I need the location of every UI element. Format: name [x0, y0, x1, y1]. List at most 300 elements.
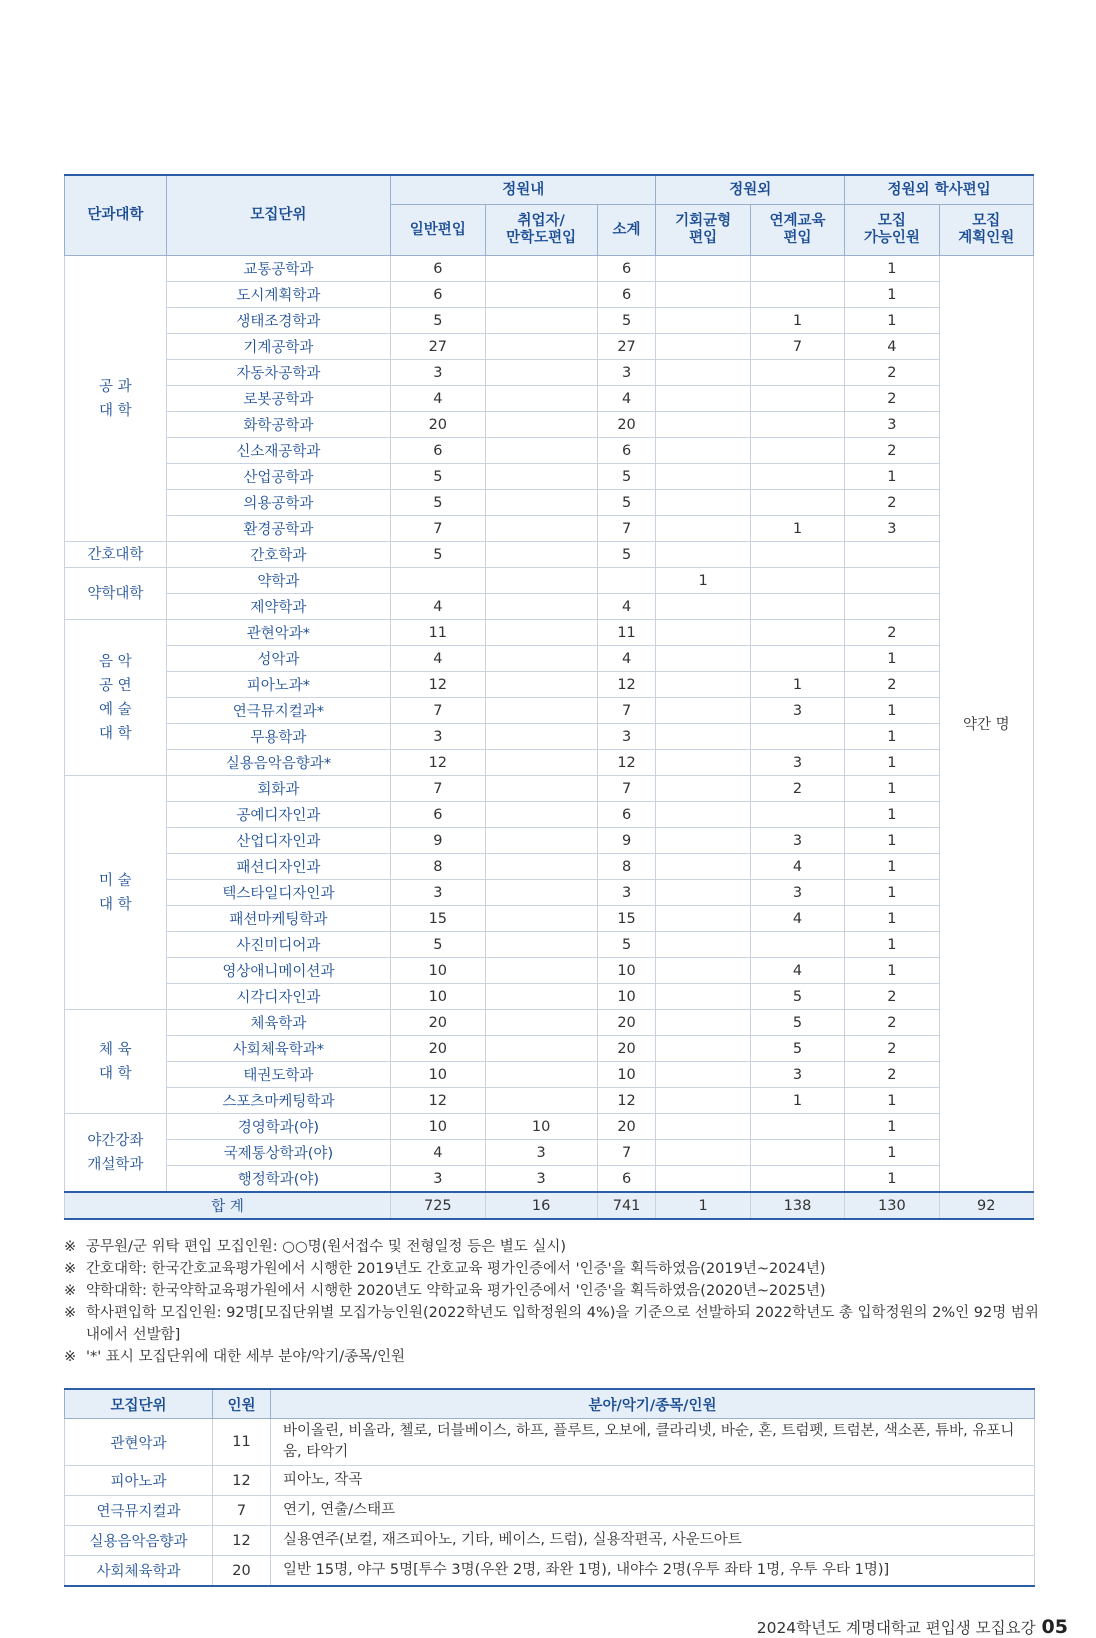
detail-row [65, 1556, 1035, 1587]
unit-cell: 의용공학과 [166, 490, 390, 516]
total-g-cell: 725 [391, 1192, 485, 1219]
subtotal-cell: 5 [597, 932, 656, 958]
college-cell: 약학대학 [65, 568, 167, 620]
subtotal-cell: 5 [597, 308, 656, 334]
subtotal-cell: 7 [597, 516, 656, 542]
subtotal-cell: 20 [597, 1036, 656, 1062]
general-cell: 7 [391, 516, 485, 542]
general-cell: 10 [391, 1114, 485, 1140]
unit-cell: 패션디자인과 [166, 854, 390, 880]
table-row [65, 1166, 1034, 1193]
subtotal-cell: 3 [597, 724, 656, 750]
subtotal-cell: 12 [597, 1088, 656, 1114]
employed-cell [485, 906, 597, 932]
linked-education-cell [750, 256, 844, 282]
general-cell: 6 [391, 438, 485, 464]
general-cell: 3 [391, 724, 485, 750]
linked-education-cell [750, 620, 844, 646]
unit-cell: 산업공학과 [166, 464, 390, 490]
employed-cell [485, 750, 597, 776]
employed-cell [485, 984, 597, 1010]
possible-count-cell: 1 [845, 880, 939, 906]
note-item: ※ '*' 표시 모집단위에 대한 세부 분야/악기/종목/인원 [64, 1349, 406, 1365]
linked-education-cell: 4 [750, 906, 844, 932]
employed-cell [485, 880, 597, 906]
equal-opportunity-cell [656, 1166, 750, 1193]
equal-opportunity-cell [656, 724, 750, 750]
general-cell: 3 [391, 1166, 485, 1193]
detail-unit-cell: 사회체육학과 [65, 1556, 213, 1587]
table-row [65, 282, 1034, 308]
college-cell: 체 육 대 학 [65, 1010, 167, 1114]
table-row [65, 932, 1034, 958]
unit-cell: 사진미디어과 [166, 932, 390, 958]
table-row [65, 334, 1034, 360]
linked-education-cell [750, 802, 844, 828]
header-equal-opportunity: 기회균형 편입 [656, 205, 750, 256]
detail-count-cell: 12 [213, 1466, 271, 1496]
college-cell: 간호대학 [65, 542, 167, 568]
subtotal-cell: 20 [597, 1114, 656, 1140]
subtotal-cell: 3 [597, 880, 656, 906]
linked-education-cell: 5 [750, 1036, 844, 1062]
possible-count-cell: 1 [845, 776, 939, 802]
equal-opportunity-cell [656, 672, 750, 698]
unit-cell: 생태조경학과 [166, 308, 390, 334]
table-row [65, 854, 1034, 880]
unit-cell: 환경공학과 [166, 516, 390, 542]
table-row [65, 568, 1034, 594]
possible-count-cell: 1 [845, 932, 939, 958]
subtotal-cell [597, 568, 656, 594]
detail-unit-cell: 실용음악음향과 [65, 1526, 213, 1556]
subtotal-cell: 15 [597, 906, 656, 932]
notes [64, 1236, 1044, 1368]
table-row [65, 750, 1034, 776]
detail-text-cell: 연기, 연출/스태프 [271, 1496, 1035, 1526]
general-cell: 10 [391, 1062, 485, 1088]
subtotal-cell: 20 [597, 1010, 656, 1036]
subtotal-cell: 6 [597, 438, 656, 464]
general-cell: 6 [391, 802, 485, 828]
subtotal-cell: 3 [597, 360, 656, 386]
general-cell: 4 [391, 386, 485, 412]
employed-cell [485, 568, 597, 594]
unit-cell: 간호학과 [166, 542, 390, 568]
possible-count-cell: 2 [845, 386, 939, 412]
equal-opportunity-cell [656, 1036, 750, 1062]
table-row [65, 1010, 1034, 1036]
subtotal-cell: 6 [597, 256, 656, 282]
table-row [65, 880, 1034, 906]
detail-unit-cell: 관현악과 [65, 1419, 213, 1466]
employed-cell [485, 1088, 597, 1114]
linked-education-cell [750, 360, 844, 386]
subtotal-cell: 10 [597, 1062, 656, 1088]
unit-cell: 로봇공학과 [166, 386, 390, 412]
equal-opportunity-cell [656, 906, 750, 932]
unit-cell: 경영학과(야) [166, 1114, 390, 1140]
possible-count-cell: 4 [845, 334, 939, 360]
employed-cell: 3 [485, 1166, 597, 1193]
employed-cell [485, 282, 597, 308]
unit-cell: 피아노과* [166, 672, 390, 698]
employed-cell [485, 490, 597, 516]
possible-count-cell: 1 [845, 1114, 939, 1140]
possible-count-cell: 1 [845, 906, 939, 932]
table-row [65, 1062, 1034, 1088]
subtotal-cell: 4 [597, 386, 656, 412]
unit-cell: 기계공학과 [166, 334, 390, 360]
equal-opportunity-cell [656, 464, 750, 490]
equal-opportunity-cell [656, 620, 750, 646]
header-linked-education: 연계교육 편입 [750, 205, 844, 256]
college-cell: 음 악 공 연 예 술 대 학 [65, 620, 167, 776]
unit-cell: 실용음악음향과* [166, 750, 390, 776]
general-cell: 6 [391, 282, 485, 308]
equal-opportunity-cell [656, 542, 750, 568]
equal-opportunity-cell [656, 776, 750, 802]
note-item: ※ 간호대학: 한국간호교육평가원에서 시행한 2019년도 간호교육 평가인증에서 '인증'을 획득하였음(2019년~2024년) [64, 1261, 826, 1277]
detail-text-cell: 일반 15명, 야구 5명[투수 3명(우완 2명, 좌완 1명), 내야수 2명(우투 좌타 1명, 우투 우타 1명)] [271, 1556, 1035, 1587]
header-employed: 취업자/ 만학도편입 [485, 205, 597, 256]
equal-opportunity-cell [656, 1010, 750, 1036]
possible-count-cell: 1 [845, 724, 939, 750]
equal-opportunity-cell [656, 360, 750, 386]
equal-opportunity-cell [656, 438, 750, 464]
linked-education-cell: 5 [750, 1010, 844, 1036]
general-cell: 4 [391, 646, 485, 672]
unit-cell: 연극뮤지컬과* [166, 698, 390, 724]
possible-count-cell [845, 594, 939, 620]
college-cell: 미 술 대 학 [65, 776, 167, 1010]
possible-count-cell: 1 [845, 1166, 939, 1193]
linked-education-cell [750, 646, 844, 672]
detail-count-cell: 20 [213, 1556, 271, 1587]
note-item: ※ 학사편입학 모집인원: 92명[모집단위별 모집가능인원(2022학년도 입학정원의 4%)을 기준으로 선발하되 2022학년도 총 입학정원의 2%인 92명 범위 내에서 선발함] [64, 1305, 1039, 1343]
equal-opportunity-cell: 1 [656, 568, 750, 594]
general-cell: 5 [391, 464, 485, 490]
general-cell: 7 [391, 776, 485, 802]
linked-education-cell [750, 1140, 844, 1166]
general-cell: 6 [391, 256, 485, 282]
possible-count-cell: 2 [845, 360, 939, 386]
general-cell: 7 [391, 698, 485, 724]
subtotal-cell: 7 [597, 698, 656, 724]
table-row [65, 1114, 1034, 1140]
total-row [65, 1192, 1034, 1219]
subtotal-cell: 12 [597, 672, 656, 698]
linked-education-cell [750, 412, 844, 438]
employed-cell [485, 672, 597, 698]
table-row [65, 412, 1034, 438]
employed-cell [485, 698, 597, 724]
unit-cell: 자동차공학과 [166, 360, 390, 386]
unit-cell: 스포츠마케팅학과 [166, 1088, 390, 1114]
subtotal-cell: 6 [597, 282, 656, 308]
possible-count-cell: 1 [845, 1140, 939, 1166]
total-s-cell: 741 [597, 1192, 656, 1219]
possible-count-cell: 1 [845, 646, 939, 672]
general-cell: 4 [391, 594, 485, 620]
total-p-cell: 130 [845, 1192, 939, 1219]
linked-education-cell [750, 724, 844, 750]
equal-opportunity-cell [656, 1114, 750, 1140]
general-cell: 8 [391, 854, 485, 880]
detail-header-count: 인원 [213, 1389, 271, 1419]
linked-education-cell: 3 [750, 828, 844, 854]
detail-unit-cell: 피아노과 [65, 1466, 213, 1496]
total-plan-cell: 92 [939, 1192, 1033, 1219]
subtotal-cell: 5 [597, 542, 656, 568]
subtotal-cell: 8 [597, 854, 656, 880]
unit-cell: 산업디자인과 [166, 828, 390, 854]
college-cell: 야간강좌 개설학과 [65, 1114, 167, 1193]
unit-cell: 도시계획학과 [166, 282, 390, 308]
header-group-inside: 정원내 [391, 175, 656, 205]
subtotal-cell: 10 [597, 958, 656, 984]
table-row [65, 672, 1034, 698]
equal-opportunity-cell [656, 932, 750, 958]
employed-cell [485, 1062, 597, 1088]
possible-count-cell: 2 [845, 490, 939, 516]
linked-education-cell: 1 [750, 516, 844, 542]
equal-opportunity-cell [656, 308, 750, 334]
table-row [65, 1140, 1034, 1166]
employed-cell [485, 958, 597, 984]
equal-opportunity-cell [656, 412, 750, 438]
employed-cell [485, 776, 597, 802]
table-row [65, 516, 1034, 542]
subtotal-cell: 27 [597, 334, 656, 360]
header-planned-count: 모집 계획인원 [939, 205, 1033, 256]
general-cell: 12 [391, 672, 485, 698]
detail-row [65, 1496, 1035, 1526]
table-row [65, 698, 1034, 724]
table-row [65, 542, 1034, 568]
linked-education-cell [750, 932, 844, 958]
employed-cell [485, 412, 597, 438]
employed-cell [485, 438, 597, 464]
recruitment-table [64, 174, 1034, 1220]
equal-opportunity-cell [656, 698, 750, 724]
employed-cell [485, 646, 597, 672]
employed-cell [485, 516, 597, 542]
subtotal-cell: 6 [597, 1166, 656, 1193]
table-row [65, 1088, 1034, 1114]
unit-cell: 제약학과 [166, 594, 390, 620]
possible-count-cell: 1 [845, 308, 939, 334]
subtotal-cell: 10 [597, 984, 656, 1010]
general-cell: 11 [391, 620, 485, 646]
possible-count-cell: 1 [845, 854, 939, 880]
possible-count-cell: 2 [845, 1010, 939, 1036]
subtotal-cell: 6 [597, 802, 656, 828]
linked-education-cell: 3 [750, 698, 844, 724]
unit-cell: 사회체육학과* [166, 1036, 390, 1062]
header-possible-count: 모집 가능인원 [845, 205, 939, 256]
general-cell: 10 [391, 958, 485, 984]
possible-count-cell: 2 [845, 438, 939, 464]
table-row [65, 360, 1034, 386]
linked-education-cell: 1 [750, 1088, 844, 1114]
linked-education-cell [750, 1114, 844, 1140]
general-cell: 3 [391, 360, 485, 386]
possible-count-cell: 1 [845, 464, 939, 490]
employed-cell [485, 1036, 597, 1062]
general-cell [391, 568, 485, 594]
header-subtotal: 소계 [597, 205, 656, 256]
unit-cell: 시각디자인과 [166, 984, 390, 1010]
detail-text-cell: 바이올린, 비올라, 첼로, 더블베이스, 하프, 플루트, 오보에, 클라리넷, 바순, 혼, 트럼펫, 트럼본, 색소폰, 튜바, 유포니움, 타악기 [271, 1419, 1035, 1466]
possible-count-cell: 1 [845, 698, 939, 724]
detail-row [65, 1526, 1035, 1556]
possible-count-cell: 1 [845, 828, 939, 854]
unit-cell: 태권도학과 [166, 1062, 390, 1088]
possible-count-cell: 3 [845, 516, 939, 542]
possible-count-cell: 1 [845, 802, 939, 828]
table-row [65, 438, 1034, 464]
header-general: 일반편입 [391, 205, 485, 256]
subtotal-cell: 20 [597, 412, 656, 438]
linked-education-cell: 3 [750, 750, 844, 776]
employed-cell [485, 256, 597, 282]
general-cell: 9 [391, 828, 485, 854]
employed-cell [485, 386, 597, 412]
header-group-bachelor: 정원외 학사편입 [845, 175, 1034, 205]
employed-cell [485, 594, 597, 620]
equal-opportunity-cell [656, 828, 750, 854]
equal-opportunity-cell [656, 490, 750, 516]
unit-cell: 국제통상학과(야) [166, 1140, 390, 1166]
equal-opportunity-cell [656, 594, 750, 620]
unit-cell: 공예디자인과 [166, 802, 390, 828]
employed-cell [485, 932, 597, 958]
general-cell: 27 [391, 334, 485, 360]
table-row [65, 776, 1034, 802]
equal-opportunity-cell [656, 386, 750, 412]
linked-education-cell [750, 282, 844, 308]
equal-opportunity-cell [656, 646, 750, 672]
header-unit: 모집단위 [166, 175, 390, 256]
unit-cell: 패션마케팅학과 [166, 906, 390, 932]
college-cell: 공 과 대 학 [65, 256, 167, 542]
equal-opportunity-cell [656, 880, 750, 906]
equal-opportunity-cell [656, 334, 750, 360]
header-group-outside: 정원외 [656, 175, 845, 205]
employed-cell [485, 802, 597, 828]
general-cell: 12 [391, 750, 485, 776]
subtotal-cell: 4 [597, 594, 656, 620]
total-label: 합 계 [65, 1192, 391, 1219]
unit-cell: 체육학과 [166, 1010, 390, 1036]
table-row [65, 646, 1034, 672]
possible-count-cell: 1 [845, 1088, 939, 1114]
linked-education-cell: 4 [750, 854, 844, 880]
linked-education-cell: 2 [750, 776, 844, 802]
detail-count-cell: 11 [213, 1419, 271, 1466]
detail-row [65, 1466, 1035, 1496]
possible-count-cell [845, 542, 939, 568]
employed-cell: 10 [485, 1114, 597, 1140]
table-row [65, 828, 1034, 854]
possible-count-cell: 1 [845, 958, 939, 984]
employed-cell [485, 620, 597, 646]
unit-cell: 성악과 [166, 646, 390, 672]
employed-cell [485, 464, 597, 490]
linked-education-cell: 4 [750, 958, 844, 984]
detail-count-cell: 12 [213, 1526, 271, 1556]
general-cell: 3 [391, 880, 485, 906]
unit-cell: 무용학과 [166, 724, 390, 750]
equal-opportunity-cell [656, 1062, 750, 1088]
general-cell: 15 [391, 906, 485, 932]
footer-title: 2024학년도 계명대학교 편입생 모집요강 [756, 1619, 1036, 1637]
possible-count-cell: 1 [845, 282, 939, 308]
unit-cell: 교통공학과 [166, 256, 390, 282]
table-row [65, 724, 1034, 750]
general-cell: 5 [391, 542, 485, 568]
equal-opportunity-cell [656, 854, 750, 880]
detail-header-unit: 모집단위 [65, 1389, 213, 1419]
subtotal-cell: 7 [597, 776, 656, 802]
linked-education-cell: 3 [750, 880, 844, 906]
table-row [65, 984, 1034, 1010]
linked-education-cell [750, 386, 844, 412]
subtotal-cell: 5 [597, 490, 656, 516]
detail-text-cell: 실용연주(보컬, 재즈피아노, 기타, 베이스, 드럼), 실용작편곡, 사운드아트 [271, 1526, 1035, 1556]
unit-cell: 화학공학과 [166, 412, 390, 438]
linked-education-cell [750, 568, 844, 594]
equal-opportunity-cell [656, 958, 750, 984]
employed-cell [485, 1010, 597, 1036]
linked-education-cell [750, 438, 844, 464]
linked-education-cell [750, 1166, 844, 1193]
equal-opportunity-cell [656, 802, 750, 828]
possible-count-cell: 2 [845, 620, 939, 646]
possible-count-cell: 2 [845, 1036, 939, 1062]
unit-cell: 행정학과(야) [166, 1166, 390, 1193]
employed-cell [485, 360, 597, 386]
table-row [65, 802, 1034, 828]
possible-count-cell: 2 [845, 1062, 939, 1088]
employed-cell [485, 308, 597, 334]
table-row [65, 620, 1034, 646]
possible-count-cell: 2 [845, 672, 939, 698]
equal-opportunity-cell [656, 516, 750, 542]
unit-cell: 영상애니메이션과 [166, 958, 390, 984]
general-cell: 5 [391, 490, 485, 516]
linked-education-cell: 1 [750, 308, 844, 334]
detail-table [64, 1388, 1035, 1587]
employed-cell [485, 334, 597, 360]
possible-count-cell: 1 [845, 750, 939, 776]
general-cell: 12 [391, 1088, 485, 1114]
note-item: ※ 공무원/군 위탁 편입 모집인원: ○○명(원서접수 및 전형일정 등은 별도 실시) [64, 1239, 567, 1255]
employed-cell [485, 724, 597, 750]
general-cell: 5 [391, 308, 485, 334]
detail-header-detail: 분야/악기/종목/인원 [271, 1389, 1035, 1419]
employed-cell: 3 [485, 1140, 597, 1166]
linked-education-cell [750, 490, 844, 516]
employed-cell [485, 828, 597, 854]
linked-education-cell [750, 464, 844, 490]
table-row [65, 386, 1034, 412]
equal-opportunity-cell [656, 282, 750, 308]
table-row [65, 490, 1034, 516]
linked-education-cell [750, 542, 844, 568]
detail-count-cell: 7 [213, 1496, 271, 1526]
